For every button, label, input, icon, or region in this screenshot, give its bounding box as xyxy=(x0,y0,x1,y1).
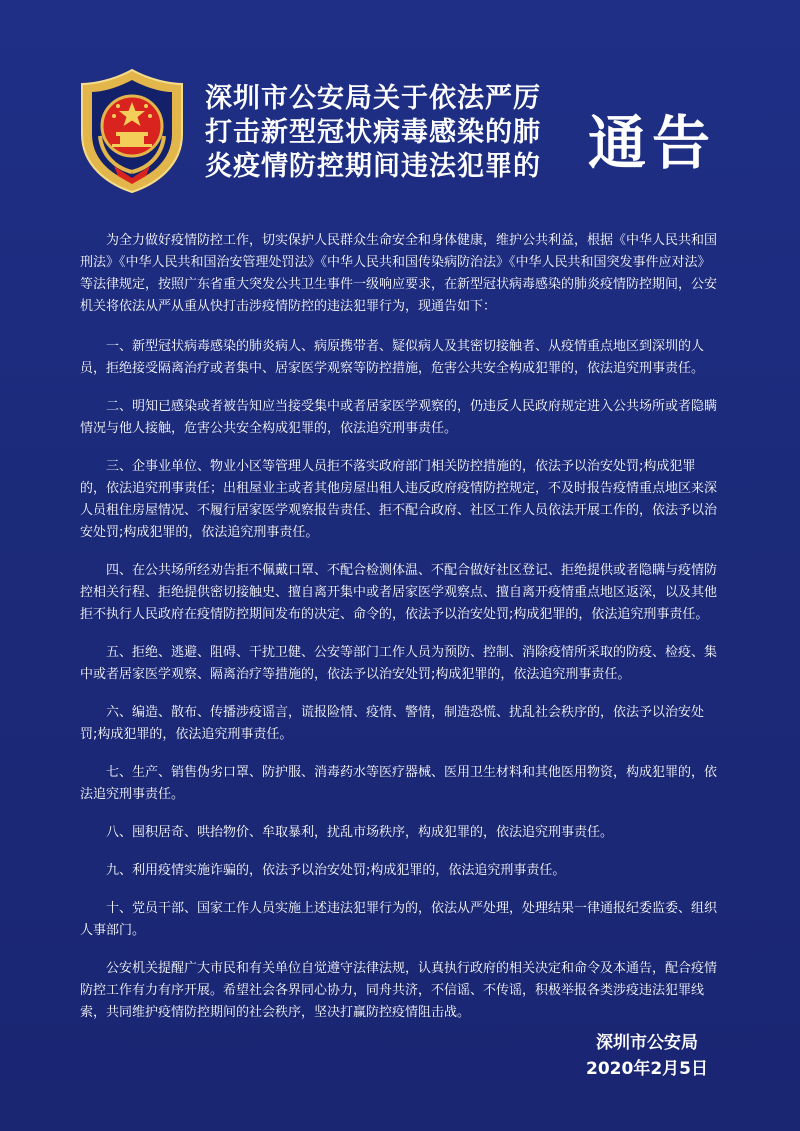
article-9: 九、利用疫情实施诈骗的，依法予以治安处罚;构成犯罪的，依法追究刑事责任。 xyxy=(106,863,566,878)
closing-paragraph: 公安机关提醒广大市民和有关单位自觉遵守法律法规，认真执行政府的相关决定和命令及本通告，配合疫情防控工作有力有序开展。希望社会各界同心协力，同舟共济，不信谣、不传谣，积极举报各类涉疫违法犯罪线索，共同维护疫情防控期间的社会秩序，坚决打赢防控疫情阻击战。 xyxy=(80,961,718,1020)
title-line-2: 打击新型冠状病毒感染的肺 xyxy=(205,117,541,148)
notice-heading: 通告 xyxy=(588,109,717,177)
police-emblem-icon xyxy=(74,66,190,196)
issue-date: 2020年2月5日 xyxy=(586,1059,708,1079)
article-1: 一、新型冠状病毒感染的肺炎病人、病原携带者、疑似病人及其密切接触者、从疫情重点地区到深圳的人员，拒绝接受隔离治疗或者集中、居家医学观察等防控措施，危害公共安全构成犯罪的，依法追究刑事责任。 xyxy=(80,339,705,376)
title-line-1: 深圳市公安局关于依法严厉 xyxy=(205,83,541,114)
article-8: 八、囤积居奇、哄抬物价、牟取暴利，扰乱市场秩序，构成犯罪的，依法追究刑事责任。 xyxy=(106,825,614,840)
article-6: 六、编造、散布、传播涉疫谣言，谎报险情、疫情、警情，制造恐慌、扰乱社会秩序的，依法予以治安处罚;构成犯罪的，依法追究刑事责任。 xyxy=(80,705,705,742)
article-7: 七、生产、销售伪劣口罩、防护服、消毒药水等医疗器械、医用卫生材料和其他医用物资，构成犯罪的，依法追究刑事责任。 xyxy=(80,765,718,802)
issuer-name: 深圳市公安局 xyxy=(596,1033,698,1053)
signature-block xyxy=(586,1030,708,1082)
article-2: 二、明知已感染或者被告知应当接受集中或者居家医学观察的，仍违反人民政府规定进入公共场所或者隐瞒情况与他人接触，危害公共安全构成犯罪的，依法追究刑事责任。 xyxy=(80,399,718,436)
article-3: 三、企事业单位、物业小区等管理人员拒不落实政府部门相关防控措施的，依法予以治安处罚;构成犯罪的，依法追究刑事责任；出租屋业主或者其他房屋出租人违反政府疫情防控规定，不及时报告疫情重点地区来深人员租住房屋情况、不履行居家医学观察报告责任、拒不配合政府、社区工作人员依法开展工作的，依法予以治安处罚;构成犯罪的，依法追究刑事责任。 xyxy=(80,459,718,540)
notice-title xyxy=(205,82,575,184)
title-line-3: 炎疫情防控期间违法犯罪的 xyxy=(205,151,541,182)
article-4: 四、在公共场所经劝告拒不佩戴口罩、不配合检测体温、不配合做好社区登记、拒绝提供或者隐瞒与疫情防控相关行程、拒绝提供密切接触史、擅自离开集中或者居家医学观察点、擅自离开疫情重点地区返深，以及其他拒不执行人民政府在疫情防控期间发布的决定、命令的，依法予以治安处罚;构成犯罪的，依法追究刑事责任。 xyxy=(80,563,718,622)
article-5: 五、拒绝、逃避、阻碍、干扰卫健、公安等部门工作人员为预防、控制、消除疫情所采取的防疫、检疫、集中或者居家医学观察、隔离治疗等措施的，依法予以治安处罚;构成犯罪的，依法追究刑事责任。 xyxy=(80,645,718,682)
article-10: 十、党员干部、国家工作人员实施上述违法犯罪行为的，依法从严处理，处理结果一律通报纪委监委、组织人事部门。 xyxy=(80,901,718,938)
intro-paragraph: 为全力做好疫情防控工作，切实保护人民群众生命安全和身体健康，维护公共利益，根据《中华人民共和国刑法》《中华人民共和国治安管理处罚法》《中华人民共和国传染病防治法》《中华人民共和国突发事件应对法》等法律规定，按照广东省重大突发公共卫生事件一级响应要求，在新型冠状病毒感染的肺炎疫情防控期间，公安机关将依法从严从重从快打击涉疫情防控的违法犯罪行为，现通告如下： xyxy=(80,233,718,314)
notice-body xyxy=(80,230,720,1040)
